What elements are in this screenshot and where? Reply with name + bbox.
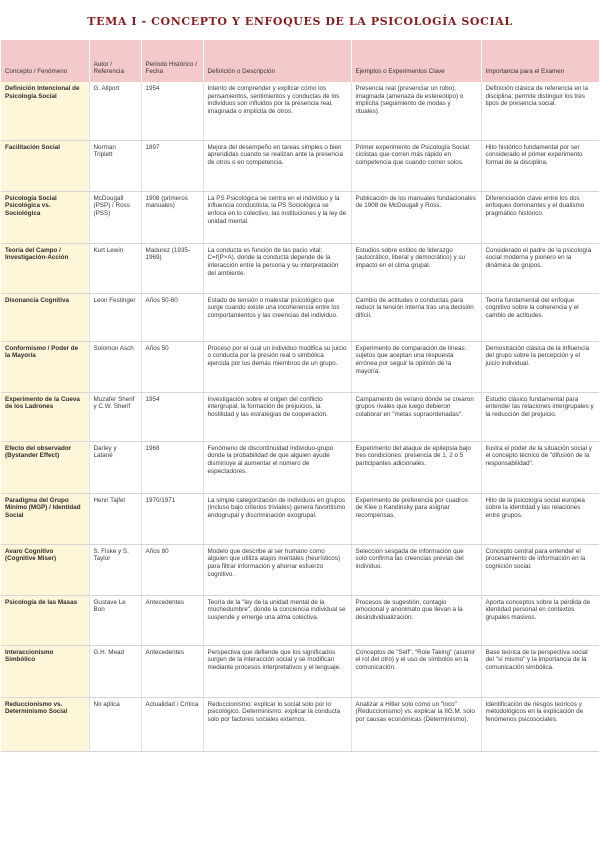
author-cell: S. Fiske y S. Taylor bbox=[89, 544, 141, 595]
author-cell: G.H. Mead bbox=[89, 645, 141, 697]
importance-cell: Identificación de riesgos teóricos y metodológicos en la explicación de fenómenos psicosociales. bbox=[481, 697, 599, 751]
concept-cell: Efecto del observador (Bystander Effect) bbox=[1, 441, 89, 493]
importance-cell: Teoría fundamental del enfoque cognitivo sobre la coherencia y el cambio de actitudes. bbox=[481, 293, 599, 341]
table-row bbox=[1, 140, 599, 191]
author-cell: Muzafer Sherif y C.W. Sherif bbox=[89, 392, 141, 441]
summary-table bbox=[1, 40, 599, 752]
author-cell: Solomon Asch bbox=[89, 341, 141, 392]
table-row bbox=[1, 544, 599, 595]
examples-cell: Selección sesgada de información que solo confirma las creencias previas del individuo. bbox=[351, 544, 481, 595]
table-row bbox=[1, 493, 599, 544]
author-cell: Henri Tajfel bbox=[89, 493, 141, 544]
examples-cell: Cambio de actitudes o conductas para reducir la tensión interna tras una decisión difícil. bbox=[351, 293, 481, 341]
header-importance: Importancia para el Examen bbox=[481, 40, 599, 82]
period-cell: Años 50 bbox=[141, 341, 203, 392]
author-cell: No aplica bbox=[89, 697, 141, 751]
importance-cell: Definición clásica de referencia en la disciplina; permite distinguir los tres tipos de presencia social. bbox=[481, 82, 599, 140]
concept-cell: Conformismo / Poder de la Mayoría bbox=[1, 341, 89, 392]
author-cell: Gustave Le Bon bbox=[89, 595, 141, 645]
author-cell: Norman Triplett bbox=[89, 140, 141, 191]
header-period: Periodo Histórico / Fecha bbox=[141, 40, 203, 82]
table-row bbox=[1, 293, 599, 341]
period-cell: 1954 bbox=[141, 392, 203, 441]
period-cell: Actualidad / Crítica bbox=[141, 697, 203, 751]
concept-cell: Reduccionismo vs. Determinismo Social bbox=[1, 697, 89, 751]
author-cell: G. Allport bbox=[89, 82, 141, 140]
importance-cell: Concepto central para entender el procesamiento de información en la cognición social. bbox=[481, 544, 599, 595]
definition-cell: Reduccionismo: explicar lo social solo por lo psicológico. Determinismo: explicar la conducta solo por factores sociales externos. bbox=[203, 697, 351, 751]
author-cell: Darley y Latané bbox=[89, 441, 141, 493]
importance-cell: Hito de la psicología social europea sobre la identidad y las relaciones entre grupos. bbox=[481, 493, 599, 544]
period-cell: 1908 (primeros manuales) bbox=[141, 191, 203, 243]
concept-cell: Teoría del Campo / Investigación-Acción bbox=[1, 243, 89, 293]
importance-cell: Diferenciación clave entre los dos enfoques dominantes y el dualismo pragmático histórico. bbox=[481, 191, 599, 243]
period-cell: 1970/1971 bbox=[141, 493, 203, 544]
table-row bbox=[1, 82, 599, 140]
author-cell: Leon Festinger bbox=[89, 293, 141, 341]
examples-cell: Estudios sobre estilos de liderazgo (autocrático, liberal y democrático) y su impacto en el clima grupal. bbox=[351, 243, 481, 293]
definition-cell: Proceso por el cual un individuo modifica su juicio o conducta por la presión real o simbólica ejercida por los demás miembros de un grupo. bbox=[203, 341, 351, 392]
table-row bbox=[1, 243, 599, 293]
concept-cell: Definición Intencional de Psicología Social bbox=[1, 82, 89, 140]
period-cell: Antecedentes bbox=[141, 645, 203, 697]
table-header-row bbox=[1, 40, 599, 82]
period-cell: 1954 bbox=[141, 82, 203, 140]
definition-cell: Intento de comprender y explicar cómo los pensamientos, sentimientos y conductas de los individuos son influidos por la presencia real, imaginada o implícita de otros. bbox=[203, 82, 351, 140]
definition-cell: Mejora del desempeño en tareas simples o bien aprendidas cuando se realizan ante la presencia de otros o en competencia. bbox=[203, 140, 351, 191]
examples-cell: Experimento del ataque de epilepsia bajo tres condiciones: presencia de 1, 2 o 5 participantes adicionales. bbox=[351, 441, 481, 493]
concept-cell: Disonancia Cognitiva bbox=[1, 293, 89, 341]
period-cell: 1968 bbox=[141, 441, 203, 493]
importance-cell: Aporta conceptos sobre la pérdida de identidad personal en contextos grupales masivos. bbox=[481, 595, 599, 645]
concept-cell: Psicología Social Psicológica vs. Sociológica bbox=[1, 191, 89, 243]
examples-cell: Experimento de preferencia por cuadros de Klee o Kandinsky para asignar recompensas. bbox=[351, 493, 481, 544]
examples-cell: Publicación de los manuales fundacionales de 1908 de McDougall y Ross. bbox=[351, 191, 481, 243]
author-cell: Kurt Lewin bbox=[89, 243, 141, 293]
examples-cell: Analizar a Hitler solo como un "loco" (Reduccionismo) vs. explicar la IIG.M. solo por causas económicas (Determinismo). bbox=[351, 697, 481, 751]
period-cell: Años 50-60 bbox=[141, 293, 203, 341]
definition-cell: Perspectiva que defiende que los significados surgen de la interacción social y se modifican mediante procesos interpretativos y el lenguaje. bbox=[203, 645, 351, 697]
table-row bbox=[1, 191, 599, 243]
table-row bbox=[1, 697, 599, 751]
period-cell: Años 80 bbox=[141, 544, 203, 595]
importance-cell: Ilustra el poder de la situación social y el concepto técnico de "difusión de la responsabilidad". bbox=[481, 441, 599, 493]
concept-cell: Paradigma del Grupo Mínimo (MGP) / Identidad Social bbox=[1, 493, 89, 544]
header-examples: Ejemplos o Experimentos Clave bbox=[351, 40, 481, 82]
definition-cell: La conducta es función de las pacio vital: C=f(P×A), donde la conducta depende de la interacción entre la persona y su interpretación del ambiente. bbox=[203, 243, 351, 293]
examples-cell: Procesos de sugestión, contagio emocional y anonimato que llevan a la desindividualización. bbox=[351, 595, 481, 645]
examples-cell: Conceptos de "Self", "Role Taking" (asumir el rol del otro) y el uso de símbolos en la comunicación. bbox=[351, 645, 481, 697]
examples-cell: Experimento de comparación de líneas: sujetos que aceptan una respuesta errónea por seguir la opinión de la mayoría. bbox=[351, 341, 481, 392]
examples-cell: Primer experimento de Psicología Social: ciclistas que corren más rápido en competencia que cuando corren solos. bbox=[351, 140, 481, 191]
period-cell: 1897 bbox=[141, 140, 203, 191]
examples-cell: Campamento de verano donde se crearon grupos rivales que luego debieron colaborar en "metas supraordenadas". bbox=[351, 392, 481, 441]
definition-cell: La simple categorización de individuos en grupos (incluso bajo criterios triviales) genera favoritismo endogrupal y discriminación exogrupal. bbox=[203, 493, 351, 544]
definition-cell: Investigación sobre el origen del conflicto intergrupal, la formación de prejuicios, la hostilidad y las estrategias de cooperación. bbox=[203, 392, 351, 441]
definition-cell: Teoría de la "ley de la unidad mental de la muchedumbre", donde la conciencia individual se suspende y emerge una alma colectiva. bbox=[203, 595, 351, 645]
table-row bbox=[1, 392, 599, 441]
importance-cell: Hito histórico fundamental por ser considerado el primer experimento formal de la disciplina. bbox=[481, 140, 599, 191]
header-definition: Definición o Descripción bbox=[203, 40, 351, 82]
definition-cell: La PS Psicológica se centra en el individuo y la influencia conductista; la PS Sociológica se enfoca en lo colectivo, las instituciones y la ley de unidad mental. bbox=[203, 191, 351, 243]
period-cell: Antecedentes bbox=[141, 595, 203, 645]
table-row bbox=[1, 645, 599, 697]
header-concept: Concepto / Fenómeno bbox=[1, 40, 89, 82]
importance-cell: Base teórica de la perspectiva social del "sí mismo" y la importancia de la comunicación simbólica. bbox=[481, 645, 599, 697]
concept-cell: Facilitación Social bbox=[1, 140, 89, 191]
table-row bbox=[1, 341, 599, 392]
concept-cell: Interaccionismo Simbólico bbox=[1, 645, 89, 697]
concept-cell: Avaro Cognitivo (Cognitive Miser) bbox=[1, 544, 89, 595]
importance-cell: Considerado el padre de la psicología social moderna y pionero en la dinámica de grupos. bbox=[481, 243, 599, 293]
header-author: Autor / Referencia bbox=[89, 40, 141, 82]
table-row bbox=[1, 441, 599, 493]
definition-cell: Fenómeno de discontinuidad individuo-grupo donde la probabilidad de que alguien ayude disminuye al aumentar el número de espectadores. bbox=[203, 441, 351, 493]
concept-cell: Experimento de la Cueva de los Ladrones bbox=[1, 392, 89, 441]
importance-cell: Estudio clásico fundamental para entender las relaciones intergrupales y la reducción del prejuicio. bbox=[481, 392, 599, 441]
importance-cell: Demostración clásica de la influencia del grupo sobre la percepción y el juicio individual. bbox=[481, 341, 599, 392]
concept-cell: Psicología de las Masas bbox=[1, 595, 89, 645]
table-row bbox=[1, 595, 599, 645]
definition-cell: Estado de tensión o malestar psicológico que surge cuando existe una incoherencia entre los comportamientos y las creencias del individuo. bbox=[203, 293, 351, 341]
definition-cell: Modelo que describe al ser humano como alguien que utiliza atajos mentales (heurísticos) para filtrar información y ahorrar esfuerzo cognitivo. bbox=[203, 544, 351, 595]
author-cell: McDougall (PSP) / Ross (PSS) bbox=[89, 191, 141, 243]
examples-cell: Presencia real (presenciar un robo), imaginada (amenaza de estereotipo) o implícita (seguimiento de modas y rituales). bbox=[351, 82, 481, 140]
period-cell: Madurez (1935-1969) bbox=[141, 243, 203, 293]
page-title: TEMA I - CONCEPTO Y ENFOQUES DE LA PSICOLOGÍA SOCIAL bbox=[87, 15, 513, 28]
